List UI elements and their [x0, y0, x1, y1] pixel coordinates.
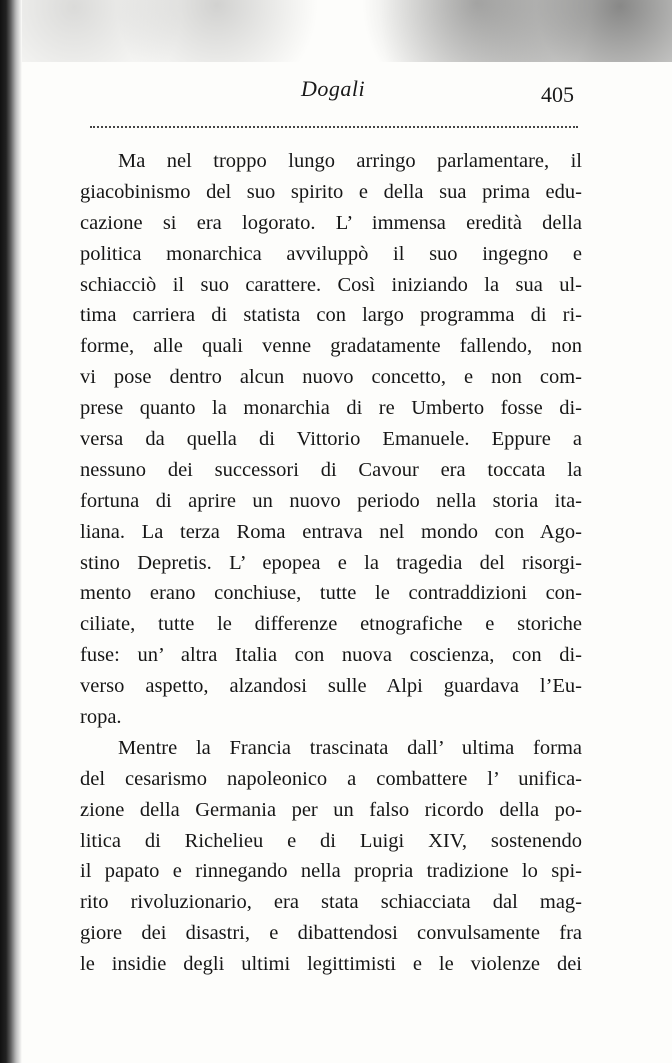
text-line: il papato e rinnegando nella propria tradizione lo spi-: [80, 860, 582, 883]
text-line: le insidie degli ultimi legittimisti e le violenze dei: [80, 953, 582, 976]
text-line: Ma nel troppo lungo arringo parlamentare, il: [118, 150, 582, 172]
page-edge-stain: [22, 0, 672, 62]
text-line: ciliate, tutte le differenze etnografiche e storiche: [80, 613, 582, 636]
text-line: fuse: un’ altra Italia con nuova coscienza, con di-: [80, 644, 582, 667]
text-line: zione della Germania per un falso ricordo della po-: [80, 798, 582, 821]
text-line: tima carriera di statista con largo programma di ri-: [80, 304, 582, 327]
text-line: nessuno dei successori di Cavour era toccata la: [80, 458, 582, 481]
running-title: Dogali: [300, 76, 366, 101]
book-spine-shadow: [0, 0, 22, 1063]
text-line: fortuna di aprire un nuovo periodo nella storia ita-: [80, 489, 582, 512]
page-header: [88, 72, 578, 112]
page-number: 405: [541, 82, 574, 107]
text-line: liana. La terza Roma entrava nel mondo con Ago-: [80, 520, 582, 543]
text-line: forme, alle quali venne gradatamente fallendo, non: [80, 335, 582, 358]
text-line: politica monarchica avviluppò il suo ingegno e: [80, 242, 582, 265]
text-line: litica di Richelieu e di Luigi XIV, sostenendo: [80, 829, 582, 852]
text-line: schiacciò il suo carattere. Così iniziando la sua ul-: [80, 273, 582, 296]
text-line: ropa.: [80, 706, 122, 729]
text-line: cazione si era logorato. L’ immensa eredità della: [80, 211, 582, 234]
text-line: prese quanto la monarchia di re Umberto fosse di-: [80, 397, 582, 420]
text-line: vi pose dentro alcun nuovo concetto, e non com-: [80, 366, 582, 389]
text-line: Mentre la Francia trascinata dall’ ultima forma: [118, 736, 582, 759]
text-line: del cesarismo napoleonico a combattere l’ unifica-: [80, 767, 582, 790]
text-line: giore dei disastri, e dibattendosi convulsamente fra: [80, 922, 582, 945]
text-line: giacobinismo del suo spirito e della sua prima edu-: [80, 180, 582, 203]
text-line: rito rivoluzionario, era stata schiacciata dal mag-: [80, 891, 582, 914]
text-line: versa da quella di Vittorio Emanuele. Eppure a: [80, 428, 582, 451]
header-rule: [90, 126, 578, 128]
body-text: [80, 146, 582, 980]
text-line: mento erano conchiuse, tutte le contraddizioni con-: [80, 582, 582, 605]
text-line: stino Depretis. L’ epopea e la tragedia del risorgi-: [80, 551, 582, 574]
text-line: verso aspetto, alzandosi sulle Alpi guardava l’Eu-: [80, 675, 582, 698]
